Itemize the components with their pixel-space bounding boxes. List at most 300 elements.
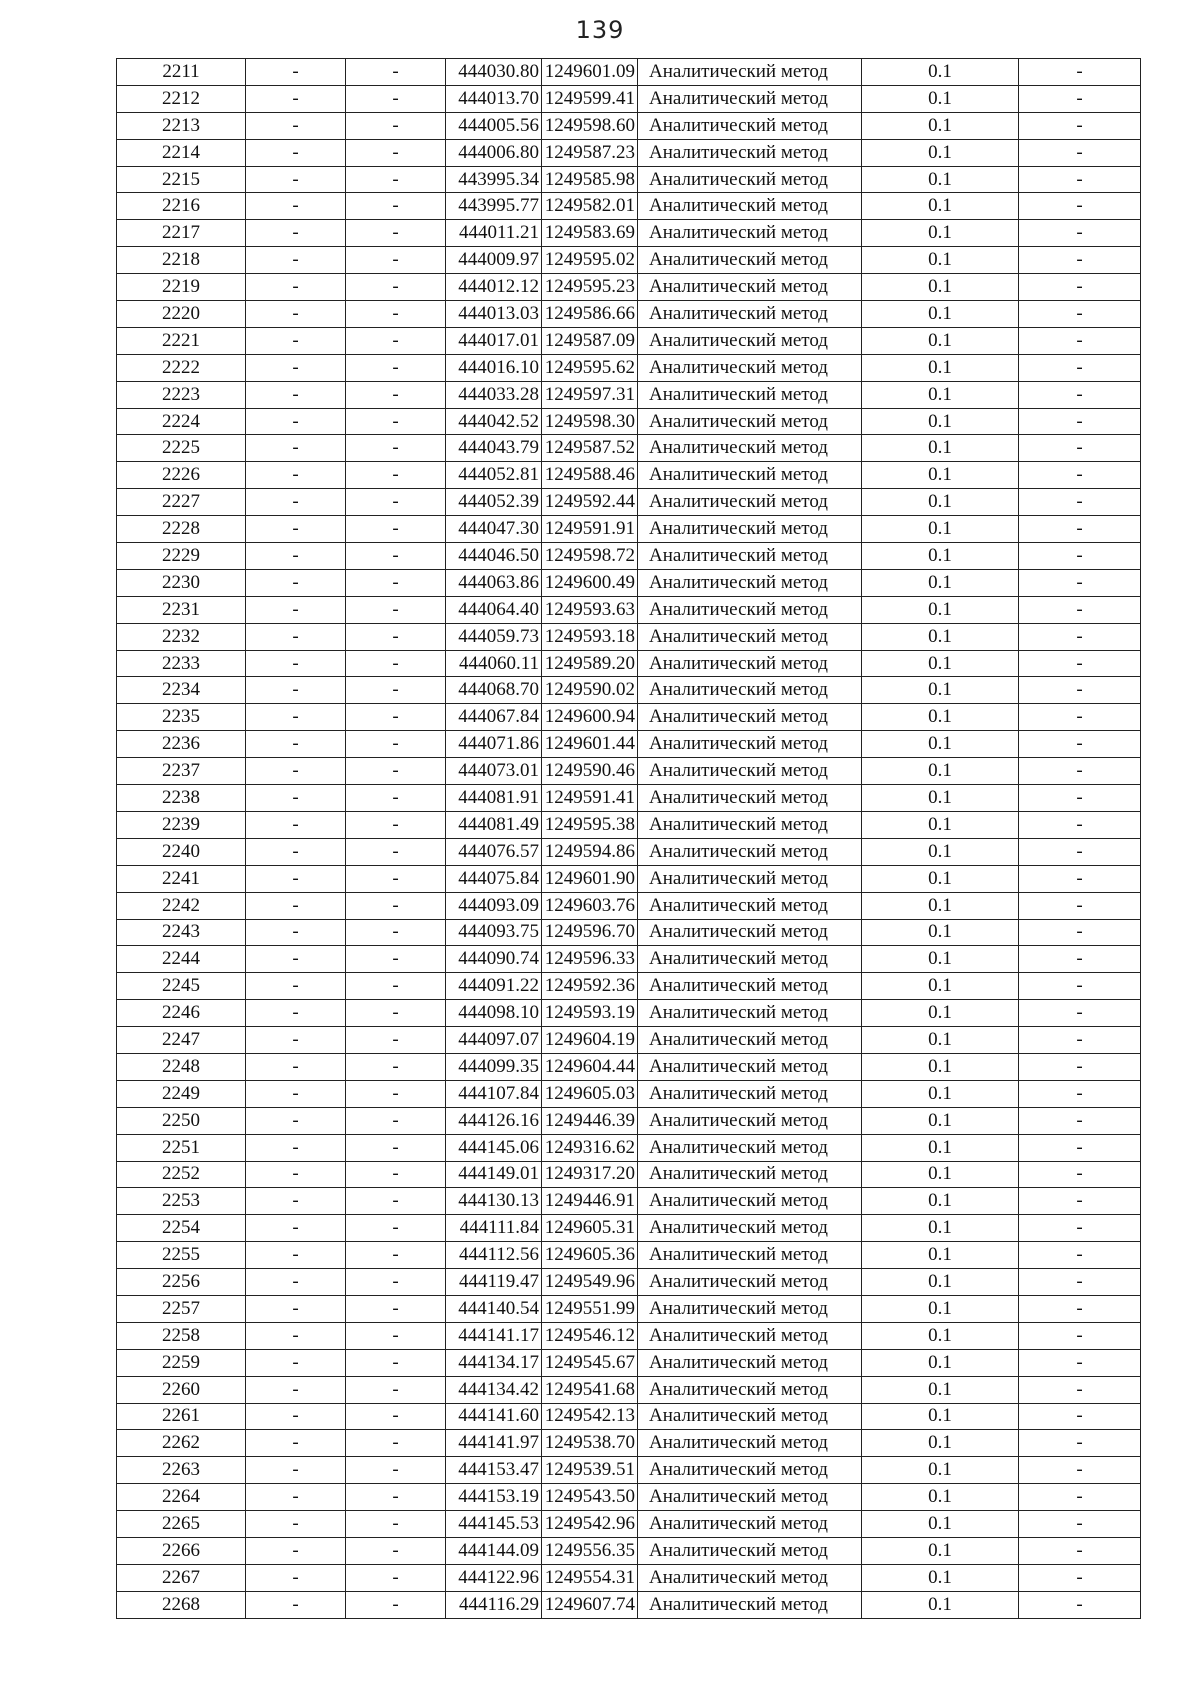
table-row bbox=[117, 354, 1141, 381]
dash-cell: - bbox=[1019, 489, 1141, 516]
dash-cell: - bbox=[246, 569, 346, 596]
dash-cell: - bbox=[1019, 112, 1141, 139]
table-row bbox=[117, 193, 1141, 220]
y-coordinate-cell: 1249595.23 bbox=[542, 274, 638, 301]
dash-cell: - bbox=[1019, 811, 1141, 838]
table-row bbox=[117, 892, 1141, 919]
y-coordinate-cell: 1249446.39 bbox=[542, 1107, 638, 1134]
dash-cell: - bbox=[246, 1403, 346, 1430]
point-number-cell: 2239 bbox=[117, 811, 246, 838]
accuracy-cell: 0.1 bbox=[862, 381, 1019, 408]
point-number-cell: 2230 bbox=[117, 569, 246, 596]
table-row bbox=[117, 731, 1141, 758]
table-row bbox=[117, 462, 1141, 489]
point-number-cell: 2265 bbox=[117, 1511, 246, 1538]
dash-cell: - bbox=[346, 1134, 446, 1161]
dash-cell: - bbox=[1019, 1537, 1141, 1564]
y-coordinate-cell: 1249587.23 bbox=[542, 139, 638, 166]
y-coordinate-cell: 1249591.91 bbox=[542, 516, 638, 543]
accuracy-cell: 0.1 bbox=[862, 1484, 1019, 1511]
y-coordinate-cell: 1249556.35 bbox=[542, 1537, 638, 1564]
accuracy-cell: 0.1 bbox=[862, 1107, 1019, 1134]
dash-cell: - bbox=[346, 1188, 446, 1215]
table-row bbox=[117, 220, 1141, 247]
dash-cell: - bbox=[246, 1215, 346, 1242]
y-coordinate-cell: 1249587.09 bbox=[542, 327, 638, 354]
dash-cell: - bbox=[346, 1403, 446, 1430]
point-number-cell: 2258 bbox=[117, 1322, 246, 1349]
table-row bbox=[117, 408, 1141, 435]
x-coordinate-cell: 444006.80 bbox=[446, 139, 542, 166]
x-coordinate-cell: 444149.01 bbox=[446, 1161, 542, 1188]
point-number-cell: 2229 bbox=[117, 543, 246, 570]
dash-cell: - bbox=[346, 1053, 446, 1080]
table-row bbox=[117, 247, 1141, 274]
table-row bbox=[117, 1000, 1141, 1027]
method-cell: Аналитический метод bbox=[638, 919, 862, 946]
point-number-cell: 2237 bbox=[117, 758, 246, 785]
table-row bbox=[117, 1564, 1141, 1591]
x-coordinate-cell: 444153.19 bbox=[446, 1484, 542, 1511]
dash-cell: - bbox=[246, 193, 346, 220]
table-body bbox=[117, 59, 1141, 1619]
method-cell: Аналитический метод bbox=[638, 354, 862, 381]
dash-cell: - bbox=[246, 1430, 346, 1457]
table-row bbox=[117, 543, 1141, 570]
x-coordinate-cell: 444081.49 bbox=[446, 811, 542, 838]
point-number-cell: 2245 bbox=[117, 973, 246, 1000]
dash-cell: - bbox=[246, 1376, 346, 1403]
point-number-cell: 2250 bbox=[117, 1107, 246, 1134]
dash-cell: - bbox=[346, 220, 446, 247]
dash-cell: - bbox=[1019, 569, 1141, 596]
y-coordinate-cell: 1249598.30 bbox=[542, 408, 638, 435]
method-cell: Аналитический метод bbox=[638, 247, 862, 274]
y-coordinate-cell: 1249538.70 bbox=[542, 1430, 638, 1457]
accuracy-cell: 0.1 bbox=[862, 1161, 1019, 1188]
x-coordinate-cell: 444097.07 bbox=[446, 1027, 542, 1054]
y-coordinate-cell: 1249595.38 bbox=[542, 811, 638, 838]
y-coordinate-cell: 1249587.52 bbox=[542, 435, 638, 462]
dash-cell: - bbox=[346, 543, 446, 570]
table-row bbox=[117, 112, 1141, 139]
dash-cell: - bbox=[346, 973, 446, 1000]
point-number-cell: 2238 bbox=[117, 785, 246, 812]
accuracy-cell: 0.1 bbox=[862, 462, 1019, 489]
accuracy-cell: 0.1 bbox=[862, 865, 1019, 892]
dash-cell: - bbox=[246, 1564, 346, 1591]
x-coordinate-cell: 444071.86 bbox=[446, 731, 542, 758]
accuracy-cell: 0.1 bbox=[862, 650, 1019, 677]
method-cell: Аналитический метод bbox=[638, 1430, 862, 1457]
x-coordinate-cell: 444090.74 bbox=[446, 946, 542, 973]
x-coordinate-cell: 444093.75 bbox=[446, 919, 542, 946]
point-number-cell: 2263 bbox=[117, 1457, 246, 1484]
dash-cell: - bbox=[346, 1080, 446, 1107]
method-cell: Аналитический метод bbox=[638, 1000, 862, 1027]
dash-cell: - bbox=[246, 435, 346, 462]
x-coordinate-cell: 444059.73 bbox=[446, 623, 542, 650]
point-number-cell: 2267 bbox=[117, 1564, 246, 1591]
dash-cell: - bbox=[246, 381, 346, 408]
dash-cell: - bbox=[1019, 623, 1141, 650]
dash-cell: - bbox=[346, 381, 446, 408]
method-cell: Аналитический метод bbox=[638, 569, 862, 596]
y-coordinate-cell: 1249601.09 bbox=[542, 59, 638, 86]
dash-cell: - bbox=[1019, 516, 1141, 543]
y-coordinate-cell: 1249597.31 bbox=[542, 381, 638, 408]
method-cell: Аналитический метод bbox=[638, 166, 862, 193]
method-cell: Аналитический метод bbox=[638, 677, 862, 704]
dash-cell: - bbox=[346, 623, 446, 650]
y-coordinate-cell: 1249605.36 bbox=[542, 1242, 638, 1269]
y-coordinate-cell: 1249598.72 bbox=[542, 543, 638, 570]
table-row bbox=[117, 1537, 1141, 1564]
accuracy-cell: 0.1 bbox=[862, 112, 1019, 139]
table-row bbox=[117, 865, 1141, 892]
accuracy-cell: 0.1 bbox=[862, 247, 1019, 274]
x-coordinate-cell: 444119.47 bbox=[446, 1269, 542, 1296]
y-coordinate-cell: 1249590.46 bbox=[542, 758, 638, 785]
accuracy-cell: 0.1 bbox=[862, 516, 1019, 543]
dash-cell: - bbox=[1019, 327, 1141, 354]
x-coordinate-cell: 444012.12 bbox=[446, 274, 542, 301]
table-row bbox=[117, 650, 1141, 677]
method-cell: Аналитический метод bbox=[638, 193, 862, 220]
x-coordinate-cell: 444030.80 bbox=[446, 59, 542, 86]
dash-cell: - bbox=[346, 1215, 446, 1242]
point-number-cell: 2228 bbox=[117, 516, 246, 543]
table-row bbox=[117, 1511, 1141, 1538]
point-number-cell: 2256 bbox=[117, 1269, 246, 1296]
x-coordinate-cell: 444033.28 bbox=[446, 381, 542, 408]
dash-cell: - bbox=[1019, 1027, 1141, 1054]
dash-cell: - bbox=[1019, 785, 1141, 812]
accuracy-cell: 0.1 bbox=[862, 193, 1019, 220]
accuracy-cell: 0.1 bbox=[862, 1242, 1019, 1269]
method-cell: Аналитический метод bbox=[638, 1484, 862, 1511]
accuracy-cell: 0.1 bbox=[862, 1457, 1019, 1484]
dash-cell: - bbox=[346, 1295, 446, 1322]
dash-cell: - bbox=[1019, 1322, 1141, 1349]
y-coordinate-cell: 1249549.96 bbox=[542, 1269, 638, 1296]
dash-cell: - bbox=[246, 489, 346, 516]
x-coordinate-cell: 444060.11 bbox=[446, 650, 542, 677]
dash-cell: - bbox=[246, 596, 346, 623]
dash-cell: - bbox=[346, 1349, 446, 1376]
table-row bbox=[117, 139, 1141, 166]
method-cell: Аналитический метод bbox=[638, 973, 862, 1000]
point-number-cell: 2213 bbox=[117, 112, 246, 139]
dash-cell: - bbox=[1019, 1269, 1141, 1296]
dash-cell: - bbox=[346, 1376, 446, 1403]
method-cell: Аналитический метод bbox=[638, 596, 862, 623]
method-cell: Аналитический метод bbox=[638, 1215, 862, 1242]
dash-cell: - bbox=[246, 1107, 346, 1134]
x-coordinate-cell: 444122.96 bbox=[446, 1564, 542, 1591]
table-row bbox=[117, 919, 1141, 946]
dash-cell: - bbox=[346, 811, 446, 838]
dash-cell: - bbox=[346, 1484, 446, 1511]
dash-cell: - bbox=[346, 865, 446, 892]
dash-cell: - bbox=[246, 677, 346, 704]
dash-cell: - bbox=[346, 596, 446, 623]
accuracy-cell: 0.1 bbox=[862, 166, 1019, 193]
dash-cell: - bbox=[1019, 838, 1141, 865]
y-coordinate-cell: 1249317.20 bbox=[542, 1161, 638, 1188]
y-coordinate-cell: 1249605.03 bbox=[542, 1080, 638, 1107]
accuracy-cell: 0.1 bbox=[862, 569, 1019, 596]
x-coordinate-cell: 444009.97 bbox=[446, 247, 542, 274]
point-number-cell: 2222 bbox=[117, 354, 246, 381]
accuracy-cell: 0.1 bbox=[862, 1430, 1019, 1457]
y-coordinate-cell: 1249589.20 bbox=[542, 650, 638, 677]
dash-cell: - bbox=[246, 623, 346, 650]
dash-cell: - bbox=[246, 1080, 346, 1107]
table-row bbox=[117, 704, 1141, 731]
method-cell: Аналитический метод bbox=[638, 785, 862, 812]
method-cell: Аналитический метод bbox=[638, 1107, 862, 1134]
method-cell: Аналитический метод bbox=[638, 301, 862, 328]
dash-cell: - bbox=[1019, 919, 1141, 946]
accuracy-cell: 0.1 bbox=[862, 1349, 1019, 1376]
point-number-cell: 2211 bbox=[117, 59, 246, 86]
x-coordinate-cell: 444098.10 bbox=[446, 1000, 542, 1027]
y-coordinate-cell: 1249595.02 bbox=[542, 247, 638, 274]
y-coordinate-cell: 1249593.19 bbox=[542, 1000, 638, 1027]
dash-cell: - bbox=[1019, 758, 1141, 785]
method-cell: Аналитический метод bbox=[638, 1537, 862, 1564]
point-number-cell: 2215 bbox=[117, 166, 246, 193]
dash-cell: - bbox=[246, 327, 346, 354]
x-coordinate-cell: 444073.01 bbox=[446, 758, 542, 785]
method-cell: Аналитический метод bbox=[638, 59, 862, 86]
table-row bbox=[117, 1188, 1141, 1215]
dash-cell: - bbox=[1019, 139, 1141, 166]
method-cell: Аналитический метод bbox=[638, 758, 862, 785]
dash-cell: - bbox=[246, 1295, 346, 1322]
point-number-cell: 2232 bbox=[117, 623, 246, 650]
accuracy-cell: 0.1 bbox=[862, 811, 1019, 838]
dash-cell: - bbox=[346, 59, 446, 86]
method-cell: Аналитический метод bbox=[638, 892, 862, 919]
table-row bbox=[117, 1403, 1141, 1430]
x-coordinate-cell: 444016.10 bbox=[446, 354, 542, 381]
dash-cell: - bbox=[1019, 435, 1141, 462]
method-cell: Аналитический метод bbox=[638, 543, 862, 570]
point-number-cell: 2252 bbox=[117, 1161, 246, 1188]
table-row bbox=[117, 59, 1141, 86]
y-coordinate-cell: 1249592.44 bbox=[542, 489, 638, 516]
accuracy-cell: 0.1 bbox=[862, 919, 1019, 946]
table-row bbox=[117, 785, 1141, 812]
accuracy-cell: 0.1 bbox=[862, 1080, 1019, 1107]
dash-cell: - bbox=[1019, 1000, 1141, 1027]
dash-cell: - bbox=[1019, 704, 1141, 731]
dash-cell: - bbox=[1019, 1161, 1141, 1188]
table-row bbox=[117, 596, 1141, 623]
method-cell: Аналитический метод bbox=[638, 865, 862, 892]
x-coordinate-cell: 444017.01 bbox=[446, 327, 542, 354]
point-number-cell: 2253 bbox=[117, 1188, 246, 1215]
dash-cell: - bbox=[346, 1322, 446, 1349]
y-coordinate-cell: 1249582.01 bbox=[542, 193, 638, 220]
accuracy-cell: 0.1 bbox=[862, 354, 1019, 381]
dash-cell: - bbox=[346, 1161, 446, 1188]
point-number-cell: 2219 bbox=[117, 274, 246, 301]
y-coordinate-cell: 1249546.12 bbox=[542, 1322, 638, 1349]
point-number-cell: 2240 bbox=[117, 838, 246, 865]
y-coordinate-cell: 1249593.63 bbox=[542, 596, 638, 623]
dash-cell: - bbox=[346, 166, 446, 193]
dash-cell: - bbox=[1019, 1376, 1141, 1403]
point-number-cell: 2255 bbox=[117, 1242, 246, 1269]
dash-cell: - bbox=[346, 1430, 446, 1457]
x-coordinate-cell: 444116.29 bbox=[446, 1591, 542, 1618]
dash-cell: - bbox=[346, 1269, 446, 1296]
accuracy-cell: 0.1 bbox=[862, 892, 1019, 919]
x-coordinate-cell: 444005.56 bbox=[446, 112, 542, 139]
y-coordinate-cell: 1249595.62 bbox=[542, 354, 638, 381]
y-coordinate-cell: 1249585.98 bbox=[542, 166, 638, 193]
method-cell: Аналитический метод bbox=[638, 650, 862, 677]
table-row bbox=[117, 166, 1141, 193]
method-cell: Аналитический метод bbox=[638, 1322, 862, 1349]
dash-cell: - bbox=[346, 193, 446, 220]
accuracy-cell: 0.1 bbox=[862, 677, 1019, 704]
method-cell: Аналитический метод bbox=[638, 1591, 862, 1618]
x-coordinate-cell: 444093.09 bbox=[446, 892, 542, 919]
dash-cell: - bbox=[346, 919, 446, 946]
dash-cell: - bbox=[346, 85, 446, 112]
point-number-cell: 2260 bbox=[117, 1376, 246, 1403]
dash-cell: - bbox=[1019, 1457, 1141, 1484]
dash-cell: - bbox=[346, 408, 446, 435]
dash-cell: - bbox=[1019, 1591, 1141, 1618]
table-row bbox=[117, 516, 1141, 543]
point-number-cell: 2248 bbox=[117, 1053, 246, 1080]
x-coordinate-cell: 444067.84 bbox=[446, 704, 542, 731]
point-number-cell: 2262 bbox=[117, 1430, 246, 1457]
coordinates-table bbox=[116, 58, 1141, 1619]
x-coordinate-cell: 444075.84 bbox=[446, 865, 542, 892]
accuracy-cell: 0.1 bbox=[862, 1591, 1019, 1618]
dash-cell: - bbox=[246, 838, 346, 865]
method-cell: Аналитический метод bbox=[638, 1161, 862, 1188]
dash-cell: - bbox=[246, 1188, 346, 1215]
dash-cell: - bbox=[1019, 543, 1141, 570]
dash-cell: - bbox=[346, 731, 446, 758]
accuracy-cell: 0.1 bbox=[862, 1269, 1019, 1296]
dash-cell: - bbox=[1019, 1349, 1141, 1376]
dash-cell: - bbox=[346, 327, 446, 354]
method-cell: Аналитический метод bbox=[638, 704, 862, 731]
accuracy-cell: 0.1 bbox=[862, 1215, 1019, 1242]
dash-cell: - bbox=[1019, 220, 1141, 247]
dash-cell: - bbox=[246, 1161, 346, 1188]
dash-cell: - bbox=[1019, 1511, 1141, 1538]
dash-cell: - bbox=[1019, 274, 1141, 301]
dash-cell: - bbox=[246, 1457, 346, 1484]
method-cell: Аналитический метод bbox=[638, 327, 862, 354]
dash-cell: - bbox=[246, 85, 346, 112]
dash-cell: - bbox=[1019, 1430, 1141, 1457]
dash-cell: - bbox=[1019, 650, 1141, 677]
y-coordinate-cell: 1249594.86 bbox=[542, 838, 638, 865]
method-cell: Аналитический метод bbox=[638, 220, 862, 247]
y-coordinate-cell: 1249542.13 bbox=[542, 1403, 638, 1430]
table-row bbox=[117, 1027, 1141, 1054]
table-row bbox=[117, 677, 1141, 704]
accuracy-cell: 0.1 bbox=[862, 1053, 1019, 1080]
dash-cell: - bbox=[246, 462, 346, 489]
method-cell: Аналитический метод bbox=[638, 381, 862, 408]
x-coordinate-cell: 444064.40 bbox=[446, 596, 542, 623]
dash-cell: - bbox=[346, 758, 446, 785]
dash-cell: - bbox=[346, 838, 446, 865]
dash-cell: - bbox=[1019, 1403, 1141, 1430]
table-row bbox=[117, 274, 1141, 301]
accuracy-cell: 0.1 bbox=[862, 596, 1019, 623]
method-cell: Аналитический метод bbox=[638, 1295, 862, 1322]
dash-cell: - bbox=[246, 1591, 346, 1618]
dash-cell: - bbox=[1019, 892, 1141, 919]
x-coordinate-cell: 444099.35 bbox=[446, 1053, 542, 1080]
accuracy-cell: 0.1 bbox=[862, 1295, 1019, 1322]
dash-cell: - bbox=[1019, 1295, 1141, 1322]
dash-cell: - bbox=[346, 139, 446, 166]
y-coordinate-cell: 1249539.51 bbox=[542, 1457, 638, 1484]
y-coordinate-cell: 1249542.96 bbox=[542, 1511, 638, 1538]
y-coordinate-cell: 1249583.69 bbox=[542, 220, 638, 247]
table-row bbox=[117, 1080, 1141, 1107]
accuracy-cell: 0.1 bbox=[862, 1376, 1019, 1403]
point-number-cell: 2218 bbox=[117, 247, 246, 274]
y-coordinate-cell: 1249543.50 bbox=[542, 1484, 638, 1511]
method-cell: Аналитический метод bbox=[638, 1242, 862, 1269]
method-cell: Аналитический метод bbox=[638, 435, 862, 462]
y-coordinate-cell: 1249541.68 bbox=[542, 1376, 638, 1403]
dash-cell: - bbox=[246, 139, 346, 166]
dash-cell: - bbox=[246, 166, 346, 193]
dash-cell: - bbox=[346, 946, 446, 973]
dash-cell: - bbox=[1019, 1134, 1141, 1161]
x-coordinate-cell: 444141.17 bbox=[446, 1322, 542, 1349]
x-coordinate-cell: 444112.56 bbox=[446, 1242, 542, 1269]
point-number-cell: 2223 bbox=[117, 381, 246, 408]
dash-cell: - bbox=[346, 354, 446, 381]
table-row bbox=[117, 1107, 1141, 1134]
method-cell: Аналитический метод bbox=[638, 1269, 862, 1296]
dash-cell: - bbox=[346, 892, 446, 919]
x-coordinate-cell: 444153.47 bbox=[446, 1457, 542, 1484]
dash-cell: - bbox=[1019, 381, 1141, 408]
accuracy-cell: 0.1 bbox=[862, 946, 1019, 973]
accuracy-cell: 0.1 bbox=[862, 408, 1019, 435]
x-coordinate-cell: 444081.91 bbox=[446, 785, 542, 812]
accuracy-cell: 0.1 bbox=[862, 85, 1019, 112]
dash-cell: - bbox=[246, 247, 346, 274]
x-coordinate-cell: 444134.42 bbox=[446, 1376, 542, 1403]
y-coordinate-cell: 1249592.36 bbox=[542, 973, 638, 1000]
dash-cell: - bbox=[1019, 247, 1141, 274]
dash-cell: - bbox=[1019, 731, 1141, 758]
x-coordinate-cell: 444043.79 bbox=[446, 435, 542, 462]
y-coordinate-cell: 1249603.76 bbox=[542, 892, 638, 919]
dash-cell: - bbox=[346, 247, 446, 274]
dash-cell: - bbox=[1019, 1053, 1141, 1080]
dash-cell: - bbox=[246, 785, 346, 812]
